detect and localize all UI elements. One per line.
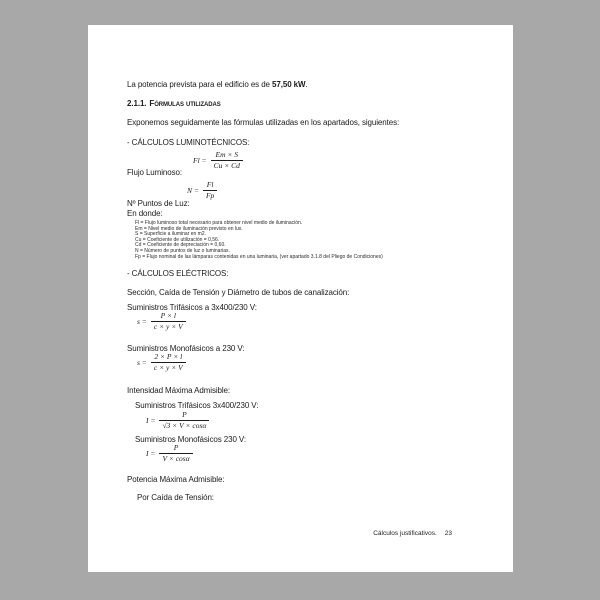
label-suministros-monofasicos-a: Suministros Monofásicos a 230 V: <box>127 344 245 353</box>
power-value: 57,50 kW <box>272 80 306 89</box>
label-suministros-monofasicos-b: Suministros Monofásicos 230 V: <box>135 435 246 444</box>
formula-s-trif-lhs: s = <box>137 317 147 326</box>
formula-intensidad-monofasico <box>146 444 193 463</box>
footer-label: Cálculos justificativos. <box>373 530 437 537</box>
formula-s-trif-denominator: c × y × V <box>151 321 186 331</box>
formula-s-mono-numerator: 2 × P × l <box>154 352 183 361</box>
formula-s-mono-lhs: s = <box>137 358 147 367</box>
definition-item: Fl = Flujo luminoso total necesario para obtener nivel medio de iluminación. <box>135 220 303 226</box>
definitions-list <box>135 221 383 260</box>
label-en-donde: En donde: <box>127 209 163 218</box>
label-suministros-trifasicos-b: Suministros Trifásicos 3x400/230 V: <box>135 401 259 410</box>
heading-calculos-electricos: - CÁLCULOS ELÉCTRICOS: <box>127 269 229 278</box>
section-number: 2.1.1. <box>127 99 147 108</box>
formula-seccion-trifasico <box>137 312 186 331</box>
document-page <box>88 25 513 572</box>
formula-i-mono-lhs: I = <box>146 449 156 458</box>
heading-calculos-luminotecnicos: - CÁLCULOS LUMINOTÉCNICOS: <box>127 138 250 147</box>
heading-potencia-maxima: Potencia Máxima Admisible: <box>127 475 225 484</box>
formula-s-mono-fraction <box>151 353 186 372</box>
formula-flujo-luminoso <box>193 151 243 170</box>
formula-s-trif-numerator: P × l <box>160 311 176 320</box>
section-heading <box>127 99 221 108</box>
definition-item: Fp = Flujo nominal de las lámparas contenidas en una luminaria, (ver apartado 3.1.8 del Pliego de Condiciones) <box>135 253 383 260</box>
formula-i-trif-numerator: P <box>182 410 187 419</box>
formula-i-trif-fraction <box>159 411 209 430</box>
intro-sentence <box>127 80 308 89</box>
label-flujo-luminoso: Flujo Luminoso: <box>127 168 182 177</box>
formula-puntos-de-luz <box>187 181 217 200</box>
formula-i-mono-numerator: P <box>173 443 179 452</box>
definition-item: Cd = Coeficiente de depreciación = 0,60. <box>135 242 226 249</box>
label-por-caida-tension: Por Caída de Tensión: <box>137 493 214 502</box>
footer-page-number: 23 <box>444 530 452 537</box>
formula-flujo-denominator: Cu × Cd <box>211 160 243 170</box>
formula-puntos-fraction <box>203 181 217 200</box>
intro-period: . <box>305 80 308 89</box>
paragraph-exponemos: Exponemos seguidamente las fórmulas utilizadas en los apartados, siguientes: <box>127 118 400 127</box>
definition-item: Cu = Coeficiente de utilización = 0,56. <box>135 236 220 243</box>
formula-flujo-lhs: Fl = <box>193 156 207 165</box>
label-puntos-de-luz: Nº Puntos de Luz: <box>127 199 190 208</box>
formula-flujo-fraction <box>211 151 243 170</box>
formula-i-trif-lhs: I = <box>146 416 156 425</box>
formula-puntos-numerator: Fl <box>206 180 214 189</box>
formula-i-mono-denominator: V × cosα <box>159 453 192 463</box>
definition-item: S = Superficie a iluminar en m2. <box>135 231 207 238</box>
formula-intensidad-trifasico <box>146 411 209 430</box>
intro-text: La potencia prevista para el edificio es de <box>127 80 273 89</box>
definition-item: N = Número de puntos de luz o luminarias. <box>135 247 230 254</box>
formula-s-trif-fraction <box>151 312 186 331</box>
formula-flujo-numerator: Em × S <box>215 150 239 159</box>
formula-seccion-monofasico <box>137 353 186 372</box>
definition-item: Em = Nivel medio de iluminación previsto en lux. <box>135 225 243 232</box>
paragraph-seccion-caida: Sección, Caída de Tensión y Diámetro de tubos de canalización: <box>127 288 350 297</box>
formula-puntos-denominator: Fp <box>203 190 217 200</box>
formula-s-mono-denominator: c × y × V <box>151 362 186 372</box>
heading-intensidad-maxima: Intensidad Máxima Admisible: <box>127 386 231 395</box>
label-suministros-trifasicos-a: Suministros Trifásicos a 3x400/230 V: <box>127 303 257 312</box>
formula-i-trif-denominator: √3 × V × cosα <box>159 420 209 430</box>
page-footer <box>373 530 452 537</box>
formula-i-mono-fraction <box>159 444 192 463</box>
formula-puntos-lhs: N = <box>187 186 199 195</box>
section-title: Fórmulas utilizadas <box>149 99 221 108</box>
